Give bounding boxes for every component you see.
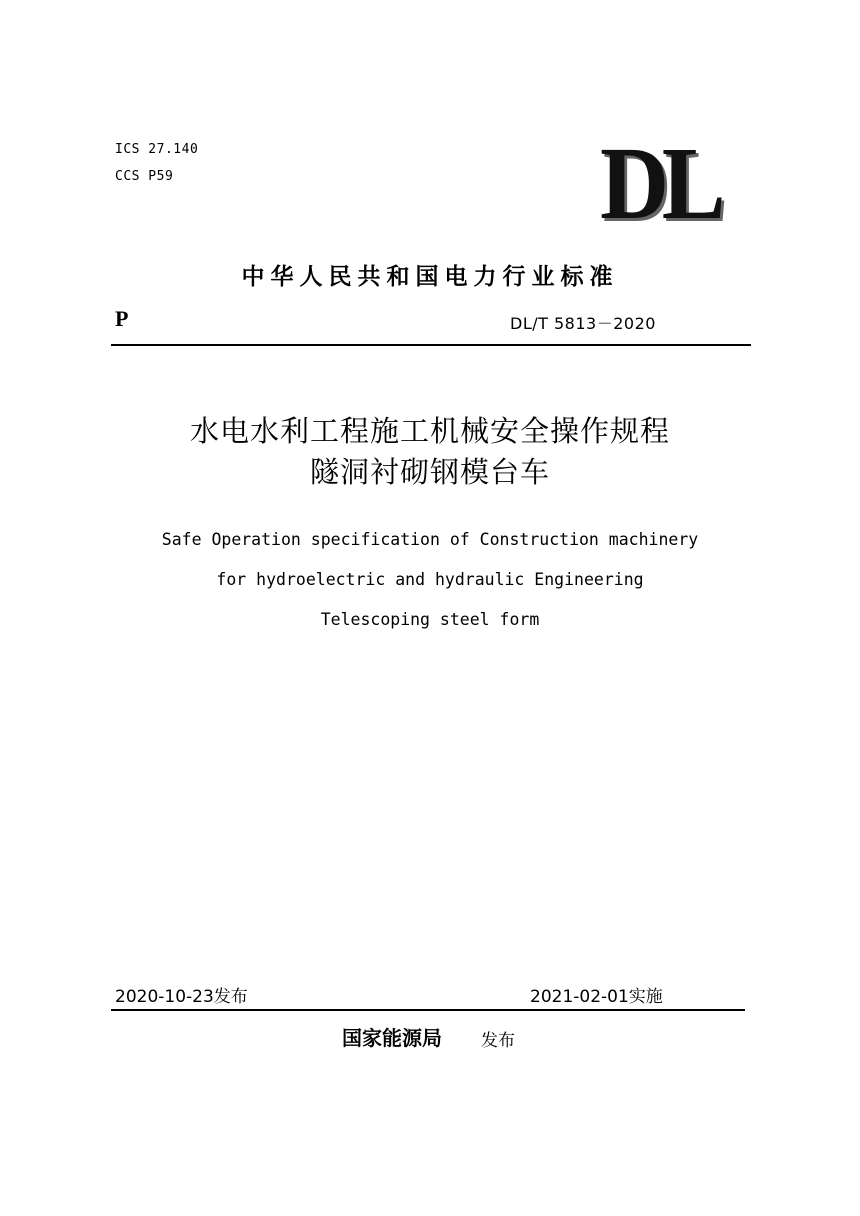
english-title-line-1: Safe Operation specification of Construction machinery [161,530,699,549]
ccs-code: CCS P59 [115,169,174,184]
ics-code: ICS 27.140 [115,142,199,157]
bottom-divider [111,1009,745,1011]
industry-standard-title: 中华人民共和国电力行业标准 [241,264,619,290]
top-divider [111,344,751,346]
issue-date: 2020-10-23发布 [115,987,248,1007]
standard-number: DL/T 5813－2020 [510,314,656,333]
chinese-title-line-2: 隧洞衬砌钢模台车 [309,455,550,489]
classification-letter: P [115,306,129,331]
implementation-date: 2021-02-01实施 [530,987,663,1007]
english-title-line-2: for hydroelectric and hydraulic Engineering [216,570,644,589]
issuing-authority: 国家能源局 [342,1026,442,1050]
dl-logo: DL [600,126,719,241]
english-title-line-3: Telescoping steel form [320,610,540,629]
chinese-title-line-1: 水电水利工程施工机械安全操作规程 [189,414,670,448]
issue-label: 发布 [481,1031,515,1051]
